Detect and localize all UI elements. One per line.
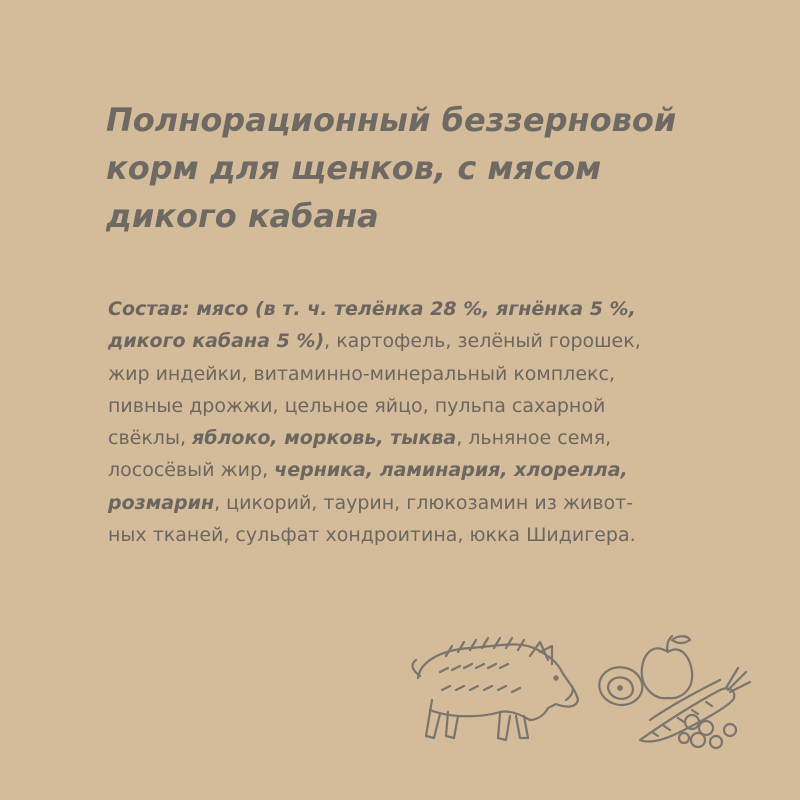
composition-regular: жир индейки, витаминно-минеральный комплекс, (108, 362, 615, 385)
composition-line-7 (108, 487, 688, 519)
composition-bold: дикого кабана 5 %) (108, 330, 325, 353)
title-line-1: Полнорационный беззерновой (106, 101, 677, 139)
composition-line-4 (108, 390, 688, 422)
composition-regular: свёклы, (108, 427, 193, 450)
title-line-2: корм для щенков, с мясом (106, 149, 602, 187)
composition-regular: пивные дрожжи, цельное яйцо, пульпа сахарной (108, 394, 606, 417)
composition-text (108, 293, 688, 551)
composition-line-5 (108, 422, 688, 454)
composition-bold: черника, ламинария, хлорелла, (274, 459, 628, 482)
composition-line-6 (108, 454, 688, 486)
composition-bold: яблоко, морковь, тыква (192, 427, 457, 450)
title-line-3: дикого кабана (106, 197, 379, 235)
composition-bold: Состав: мясо (в т. ч. телёнка 28 %, ягнёнка 5 %, (108, 298, 636, 320)
composition-line-3 (108, 358, 688, 390)
composition-regular: , картофель, зелёный горошек, (324, 330, 641, 353)
product-title (106, 96, 766, 240)
composition-regular: лососёвый жир, (108, 459, 275, 482)
composition-regular: , цикорий, таурин, глюкозамин из живот- (214, 491, 634, 514)
composition-bold: розмарин (108, 491, 215, 514)
composition-line-1 (108, 293, 688, 325)
composition-regular: , льняное семя, (456, 427, 612, 450)
composition-line-2 (108, 325, 688, 357)
composition-line-8 (108, 519, 688, 551)
composition-regular: ных тканей, сульфат хондроитина, юкка Шидигера. (108, 524, 636, 547)
